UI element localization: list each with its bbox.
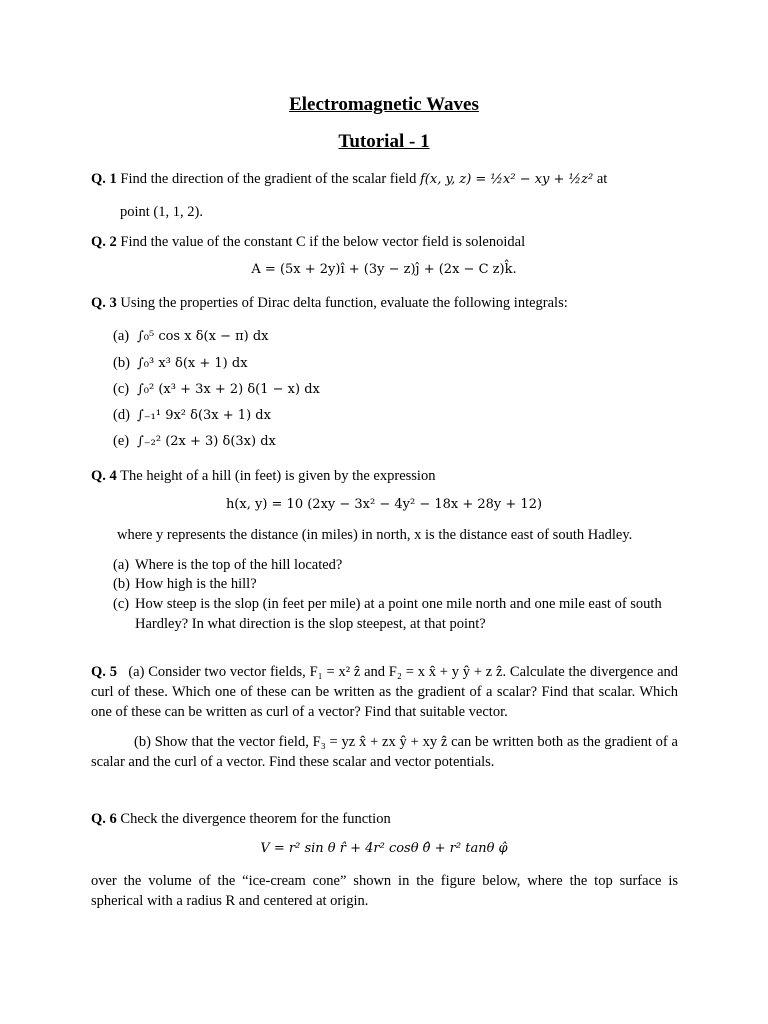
- item-label: (d): [113, 407, 130, 423]
- question-text: The height of a hill (in feet) is given by the expression: [120, 468, 436, 484]
- question-5b: (b) Show that the vector field, F₃ = yz x̂ + zx ŷ + xy ẑ can be written both as the gradient of a scalar and the curl of a vector. Find these scalar and vector potentials.: [91, 734, 678, 770]
- question-number: Q. 4: [91, 468, 117, 484]
- item-label: (c): [113, 596, 130, 612]
- integral-item: [113, 355, 248, 372]
- question-number: Q. 6: [91, 811, 117, 827]
- integral-item: [113, 407, 271, 424]
- item-label: (c): [113, 381, 130, 397]
- item-text: Where is the top of the hill located?: [135, 557, 343, 573]
- question-text: Check the divergence theorem for the function: [120, 811, 391, 827]
- question-4-where: where y represents the distance (in miles) in north, x is the distance east of south Hadley.: [117, 527, 633, 543]
- question-text: Using the properties of Dirac delta function, evaluate the following integrals:: [120, 295, 568, 311]
- question-3: [91, 295, 568, 312]
- question-5a: [91, 662, 678, 722]
- question-2: [91, 234, 525, 251]
- item-label: (a): [113, 557, 130, 573]
- item-label: (b): [113, 355, 130, 371]
- question-1-point: point (1, 1, 2).: [120, 204, 203, 220]
- question-number: Q. 1: [91, 171, 117, 187]
- question-6: [91, 811, 391, 828]
- integral-expression: ∫₋₂² (2x + 3) δ(3x) dx: [137, 434, 276, 449]
- vector-field-expression: A = (5x + 2y)î + (3y − z)ĵ + (2x − C z)k̂.: [251, 262, 517, 277]
- question-text: (a) Consider two vector fields, F₁ = x² ẑ and F₂ = x x̂ + y ŷ + z ẑ. Calculate the divergence and curl of these. Which one of these can be written as the gradient of a scalar? Find that scalar. Which one of these can be written as curl of a vector? Find that suitable vector.: [91, 664, 679, 720]
- integral-item: [113, 328, 269, 345]
- item-label: (e): [113, 433, 130, 449]
- question-text: Find the direction of the gradient of the scalar field: [120, 171, 417, 187]
- item-label: (b): [113, 576, 130, 592]
- item-text: How high is the hill?: [135, 576, 257, 592]
- item-label: (a): [113, 328, 130, 344]
- integral-item: [113, 433, 276, 450]
- sub-question: [113, 576, 257, 593]
- integral-expression: ∫₀³ x³ δ(x + 1) dx: [137, 356, 248, 371]
- question-6-tail: over the volume of the “ice-cream cone” shown in the figure below, where the top surface is spherical with a radius R and centered at origin.: [91, 873, 678, 909]
- question-number: Q. 3: [91, 295, 117, 311]
- question-text-at: at: [596, 171, 608, 187]
- document-title: Electromagnetic Waves: [289, 94, 479, 115]
- height-expression: h(x, y) = 10 (2xy − 3x² − 4y² − 18x + 28y + 12): [225, 497, 543, 512]
- sub-question: [113, 595, 683, 634]
- question-number: Q. 2: [91, 234, 117, 250]
- question-number: Q. 5: [91, 664, 117, 680]
- question-4: [91, 468, 435, 485]
- integral-item: [113, 381, 320, 398]
- scalar-field-expression: f(x, y, z) = ½x² − xy + ½z²: [419, 172, 594, 187]
- integral-expression: ∫₀⁵ cos x δ(x − π) dx: [137, 329, 269, 344]
- document-subtitle: Tutorial - 1: [338, 131, 430, 152]
- item-text: How steep is the slop (in feet per mile) at a point one mile north and one mile east of south Hardley? In what direction is the slop steepest, at that point?: [135, 596, 662, 632]
- sub-question: [113, 557, 342, 574]
- integral-expression: ∫₀² (x³ + 3x + 2) δ(1 − x) dx: [137, 382, 320, 397]
- function-expression: V = r² sin θ r̂ + 4r² cosθ θ̂ + r² tanθ φ̂: [260, 841, 508, 856]
- integral-expression: ∫₋₁¹ 9x² δ(3x + 1) dx: [137, 408, 271, 423]
- question-1: [91, 171, 607, 188]
- question-text: Find the value of the constant C if the below vector field is solenoidal: [120, 234, 526, 250]
